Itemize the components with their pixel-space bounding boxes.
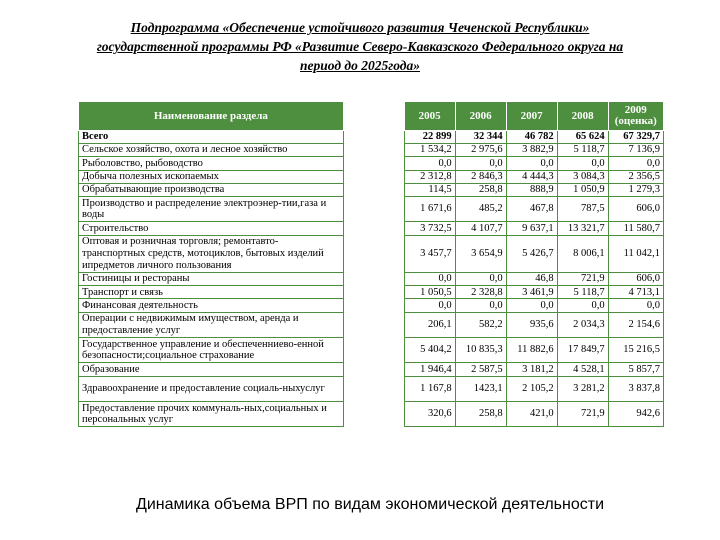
cell-2009: 0,0 (608, 299, 663, 312)
cell-2008: 13 321,7 (557, 222, 608, 235)
row-gap-cell (343, 363, 404, 376)
cell-2008: 17 849,7 (557, 338, 608, 363)
row-section-name: Всего (79, 131, 344, 144)
cell-2006: 1423,1 (455, 376, 506, 401)
cell-2006: 10 835,3 (455, 338, 506, 363)
cell-2009: 15 216,5 (608, 338, 663, 363)
table-caption: Динамика объема ВРП по видам экономической деятельности (135, 496, 605, 513)
cell-2006: 0,0 (455, 299, 506, 312)
header-2008: 2008 (557, 102, 608, 131)
table-row (79, 363, 664, 376)
header-2009-note: (оценка) (614, 115, 657, 127)
row-gap-cell (343, 273, 404, 286)
header-2005: 2005 (404, 102, 455, 131)
cell-2009: 606,0 (608, 273, 663, 286)
row-gap-cell (343, 235, 404, 273)
row-gap-cell (343, 170, 404, 183)
cell-2005: 206,1 (404, 312, 455, 337)
cell-2007: 46,8 (506, 273, 557, 286)
cell-2007: 3 882,9 (506, 144, 557, 157)
row-section-name: Образование (79, 363, 344, 376)
row-gap-cell (343, 338, 404, 363)
table-row (79, 273, 664, 286)
row-gap-cell (343, 402, 404, 427)
cell-2007: 11 882,6 (506, 338, 557, 363)
row-section-name: Государственное управление и обеспеченниево-енной безопасности;социальное страхование (79, 338, 344, 363)
table-row (79, 312, 664, 337)
row-section-name: Здравоохранение и предоставление социаль-ныхуслуг (79, 376, 344, 401)
cell-2008: 0,0 (557, 157, 608, 170)
cell-2005: 1 050,5 (404, 286, 455, 299)
table-row (79, 196, 664, 221)
cell-2008: 65 624 (557, 131, 608, 144)
header-gap (343, 102, 404, 131)
cell-2008: 5 118,7 (557, 144, 608, 157)
row-section-name: Операции с недвижимым имуществом, аренда и предоставление услуг (79, 312, 344, 337)
table-row-total (79, 131, 664, 144)
row-section-name: Производство и распределение электроэнер-тии,газа и воды (79, 196, 344, 221)
cell-2009: 2 154,6 (608, 312, 663, 337)
cell-2006: 485,2 (455, 196, 506, 221)
cell-2009: 4 713,1 (608, 286, 663, 299)
cell-2007: 888,9 (506, 183, 557, 196)
cell-2009: 0,0 (608, 157, 663, 170)
table-row (79, 222, 664, 235)
cell-2006: 258,8 (455, 402, 506, 427)
title-line-3: период до 2025года» (300, 58, 420, 73)
cell-2007: 3 181,2 (506, 363, 557, 376)
cell-2007: 4 444,3 (506, 170, 557, 183)
cell-2007: 46 782 (506, 131, 557, 144)
row-section-name: Финансовая деятельность (79, 299, 344, 312)
table-row (79, 157, 664, 170)
row-gap-cell (343, 183, 404, 196)
cell-2005: 3 457,7 (404, 235, 455, 273)
row-section-name: Добыча полезных ископаемых (79, 170, 344, 183)
grp-table-container (78, 101, 664, 452)
cell-2007: 0,0 (506, 157, 557, 170)
cell-2007: 9 637,1 (506, 222, 557, 235)
row-section-name: Строительство (79, 222, 344, 235)
cell-2006: 2 846,3 (455, 170, 506, 183)
table-row (79, 299, 664, 312)
cell-2008: 3 281,2 (557, 376, 608, 401)
title-line-1: Подпрограмма «Обеспечение устойчивого развития Чеченской Республики» (130, 20, 590, 35)
cell-2007: 935,6 (506, 312, 557, 337)
table-row (79, 402, 664, 427)
cell-2006: 4 107,7 (455, 222, 506, 235)
cell-2009: 11 580,7 (608, 222, 663, 235)
title-line-2: государственной программы РФ «Развитие Северо-Кавказского Федерального округа на (96, 39, 624, 54)
cell-2005: 320,6 (404, 402, 455, 427)
cell-2009: 606,0 (608, 196, 663, 221)
cell-2005: 1 671,6 (404, 196, 455, 221)
table-row (79, 286, 664, 299)
cell-2008: 3 084,3 (557, 170, 608, 183)
cell-2005: 114,5 (404, 183, 455, 196)
cell-2009: 5 857,7 (608, 363, 663, 376)
table-row (79, 183, 664, 196)
row-gap-cell (343, 131, 404, 144)
header-2007: 2007 (506, 102, 557, 131)
cell-2008: 2 034,3 (557, 312, 608, 337)
cell-2009: 67 329,7 (608, 131, 663, 144)
row-gap-cell (343, 196, 404, 221)
cell-2009: 1 279,3 (608, 183, 663, 196)
header-2009 (608, 102, 663, 131)
document-title (30, 18, 690, 75)
row-section-name: Сельское хозяйство, охота и лесное хозяйство (79, 144, 344, 157)
cell-2008: 5 118,7 (557, 286, 608, 299)
cell-2006: 0,0 (455, 157, 506, 170)
table-row (79, 144, 664, 157)
cell-2005: 5 404,2 (404, 338, 455, 363)
cell-2005: 22 899 (404, 131, 455, 144)
cell-2006: 3 654,9 (455, 235, 506, 273)
row-gap-cell (343, 286, 404, 299)
grp-table (78, 101, 664, 427)
cell-2006: 0,0 (455, 273, 506, 286)
cell-2008: 787,5 (557, 196, 608, 221)
row-section-name: Гостиницы и рестораны (79, 273, 344, 286)
row-section-name: Рыболовство, рыбоводство (79, 157, 344, 170)
cell-2009: 11 042,1 (608, 235, 663, 273)
cell-2007: 0,0 (506, 299, 557, 312)
cell-2009: 7 136,9 (608, 144, 663, 157)
cell-2008: 0,0 (557, 299, 608, 312)
row-section-name: Оптовая и розничная торговля; ремонтавто-транспортных средств, мотоциклов, бытовых изделий ипредметов личного пользования (79, 235, 344, 273)
row-section-name: Транспорт и связь (79, 286, 344, 299)
cell-2006: 2 587,5 (455, 363, 506, 376)
cell-2005: 1 534,2 (404, 144, 455, 157)
header-2009-year: 2009 (624, 104, 647, 116)
cell-2009: 3 837,8 (608, 376, 663, 401)
table-row (79, 338, 664, 363)
row-gap-cell (343, 222, 404, 235)
header-2006: 2006 (455, 102, 506, 131)
cell-2005: 2 312,8 (404, 170, 455, 183)
cell-2005: 3 732,5 (404, 222, 455, 235)
cell-2007: 2 105,2 (506, 376, 557, 401)
cell-2008: 8 006,1 (557, 235, 608, 273)
cell-2008: 721,9 (557, 273, 608, 286)
row-gap-cell (343, 144, 404, 157)
table-row (79, 170, 664, 183)
cell-2005: 0,0 (404, 299, 455, 312)
cell-2006: 2 975,6 (455, 144, 506, 157)
cell-2006: 258,8 (455, 183, 506, 196)
header-section-name: Наименование раздела (79, 102, 344, 131)
cell-2006: 2 328,8 (455, 286, 506, 299)
table-row (79, 235, 664, 273)
table-row (79, 376, 664, 401)
cell-2007: 467,8 (506, 196, 557, 221)
cell-2008: 721,9 (557, 402, 608, 427)
cell-2007: 421,0 (506, 402, 557, 427)
row-gap-cell (343, 312, 404, 337)
cell-2006: 32 344 (455, 131, 506, 144)
row-section-name: Обрабатывающие производства (79, 183, 344, 196)
cell-2009: 942,6 (608, 402, 663, 427)
cell-2007: 3 461,9 (506, 286, 557, 299)
cell-2005: 1 167,8 (404, 376, 455, 401)
row-section-name: Предоставление прочих коммуналь-ных,социальных и персональных услуг (79, 402, 344, 427)
cell-2005: 0,0 (404, 157, 455, 170)
row-gap-cell (343, 299, 404, 312)
cell-2008: 1 050,9 (557, 183, 608, 196)
row-gap-cell (343, 157, 404, 170)
table-header-row (79, 102, 664, 131)
cell-2007: 5 426,7 (506, 235, 557, 273)
cell-2008: 4 528,1 (557, 363, 608, 376)
cell-2009: 2 356,5 (608, 170, 663, 183)
cell-2006: 582,2 (455, 312, 506, 337)
cell-2005: 0,0 (404, 273, 455, 286)
row-gap-cell (343, 376, 404, 401)
cell-2005: 1 946,4 (404, 363, 455, 376)
